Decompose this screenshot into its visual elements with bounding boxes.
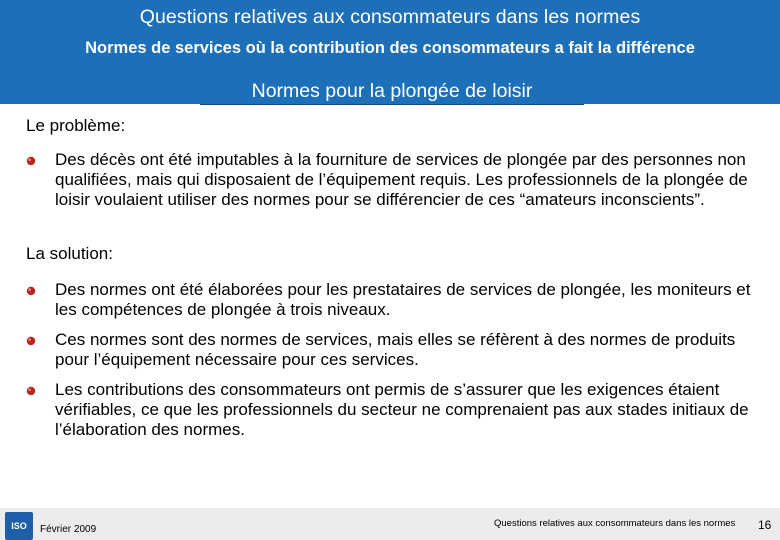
slide-footer: [0, 508, 780, 540]
iso-logo: ISO: [5, 512, 33, 540]
footer-date: Février 2009: [40, 524, 97, 535]
slide-title: Questions relatives aux consommateurs dans les normes: [139, 6, 641, 28]
bullet-icon: [26, 336, 36, 346]
solution-bullet-1: Des normes ont été élaborées pour les prestataires de services de plongée, les moniteurs et les compétences de plongée à trois niveaux.: [55, 280, 751, 319]
solution-bullet-3: Les contributions des consommateurs ont permis de s’assurer que les exigences étaient vérifiables, ce que les professionnels du secteur ne comprenaient pas aux stades initiaux de l’élaboration des normes.: [55, 380, 749, 439]
bullet-icon: [26, 156, 36, 166]
solution-heading: La solution:: [26, 244, 113, 263]
bullet-icon: [26, 386, 36, 396]
bullet-icon: [26, 286, 36, 296]
footer-title: Questions relatives aux consommateurs dans les normes: [494, 518, 736, 529]
problem-heading: Le problème:: [26, 116, 126, 135]
problem-bullet-1: Des décès ont été imputables à la fourniture de services de plongée par des personnes non qualifiées, mais qui disposaient de l’équipement requis. Les professionnels de la plongée de loisir voulaient utiliser des normes pour se différencier de ces “amateurs inconscients”.: [55, 150, 748, 209]
section-title: Normes pour la plongée de loisir: [200, 76, 584, 105]
page-number: 16: [758, 518, 772, 532]
solution-bullet-2: Ces normes sont des normes de services, mais elles se réfèrent à des normes de produits pour l’équipement nécessaire pour ces services.: [55, 330, 736, 369]
slide-subtitle: Normes de services où la contribution des consommateurs a fait la différence: [85, 39, 695, 57]
